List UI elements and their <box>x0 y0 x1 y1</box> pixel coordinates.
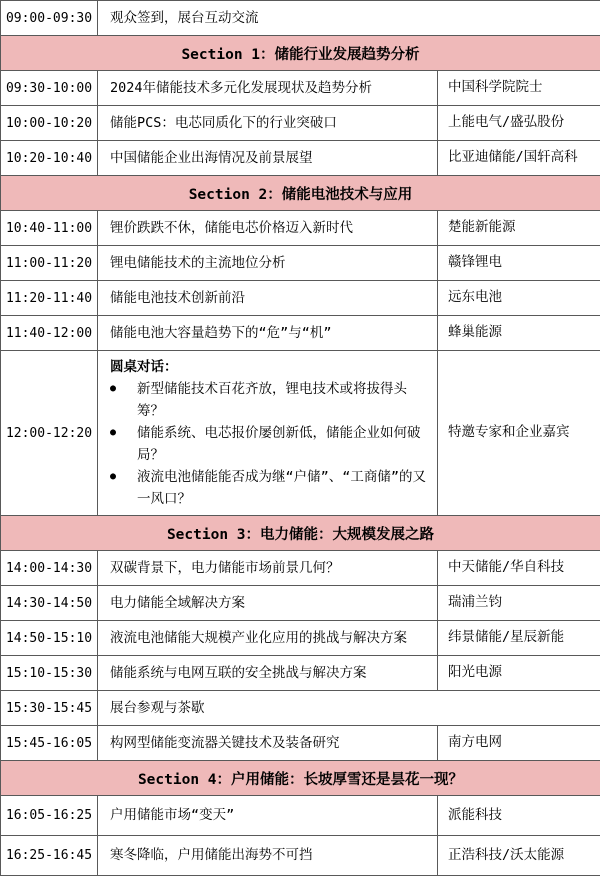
table-row <box>1 141 600 176</box>
table-row <box>1 656 600 691</box>
topic-cell: 储能电池大容量趋势下的“危”与“机” <box>98 316 438 351</box>
topic-cell: 储能PCS：电芯同质化下的行业突破口 <box>98 106 438 141</box>
roundtable-bullet-text: 储能系统、电芯报价屡创新低，储能企业如何破局？ <box>137 422 429 466</box>
roundtable-topic-cell <box>98 351 438 516</box>
section-title: Section 2：储能电池技术与应用 <box>1 176 600 211</box>
speaker-cell: 派能科技 <box>438 796 600 836</box>
speaker-cell: 蜂巢能源 <box>438 316 600 351</box>
time-cell: 14:00-14:30 <box>1 551 98 586</box>
time-cell: 11:20-11:40 <box>1 281 98 316</box>
speaker-cell: 比亚迪储能/国轩高科 <box>438 141 600 176</box>
speaker-cell: 瑞浦兰钧 <box>438 586 600 621</box>
roundtable-bullet-list <box>110 378 429 510</box>
speaker-cell: 中国科学院院士 <box>438 71 600 106</box>
speaker-cell: 南方电网 <box>438 726 600 761</box>
roundtable-title: 圆桌对话： <box>110 356 429 378</box>
speaker-cell: 上能电气/盛弘股份 <box>438 106 600 141</box>
time-cell: 15:45-16:05 <box>1 726 98 761</box>
table-row <box>1 726 600 761</box>
topic-cell: 储能电池技术创新前沿 <box>98 281 438 316</box>
speaker-cell: 纬景储能/星辰新能 <box>438 621 600 656</box>
speaker-cell: 中天储能/华自科技 <box>438 551 600 586</box>
time-cell: 10:00-10:20 <box>1 106 98 141</box>
table-row <box>1 621 600 656</box>
topic-cell: 双碳背景下，电力储能市场前景几何？ <box>98 551 438 586</box>
speaker-cell: 楚能新能源 <box>438 211 600 246</box>
time-cell: 16:25-16:45 <box>1 836 98 876</box>
topic-cell: 户用储能市场“变天” <box>98 796 438 836</box>
time-cell: 14:30-14:50 <box>1 586 98 621</box>
section-title: Section 4：户用储能：长坡厚雪还是昙花一现？ <box>1 761 600 796</box>
table-row <box>1 211 600 246</box>
table-row <box>1 246 600 281</box>
time-cell: 14:50-15:10 <box>1 621 98 656</box>
section-title: Section 3：电力储能：大规模发展之路 <box>1 516 600 551</box>
speaker-cell: 正浩科技/沃太能源 <box>438 836 600 876</box>
table-row <box>1 551 600 586</box>
speaker-cell: 阳光电源 <box>438 656 600 691</box>
roundtable-bullet-item <box>110 422 429 466</box>
time-cell: 15:10-15:30 <box>1 656 98 691</box>
roundtable-row <box>1 351 600 516</box>
topic-cell: 储能系统与电网互联的安全挑战与解决方案 <box>98 656 438 691</box>
bullet-icon: ● <box>110 422 137 466</box>
speaker-cell: 赣锋锂电 <box>438 246 600 281</box>
time-cell: 10:40-11:00 <box>1 211 98 246</box>
topic-cell: 2024年储能技术多元化发展现状及趋势分析 <box>98 71 438 106</box>
table-row <box>1 796 600 836</box>
time-cell: 11:40-12:00 <box>1 316 98 351</box>
topic-cell: 锂价跌跌不休，储能电芯价格迈入新时代 <box>98 211 438 246</box>
table-row <box>1 281 600 316</box>
speaker-cell: 特邀专家和企业嘉宾 <box>438 351 600 516</box>
table-row <box>1 691 600 726</box>
table-row <box>1 1 600 36</box>
time-cell: 10:20-10:40 <box>1 141 98 176</box>
topic-cell: 构网型储能变流器关键技术及装备研究 <box>98 726 438 761</box>
roundtable-bullet-item <box>110 466 429 510</box>
table-row <box>1 316 600 351</box>
topic-cell: 液流电池储能大规模产业化应用的挑战与解决方案 <box>98 621 438 656</box>
table-row <box>1 836 600 876</box>
section-header-row <box>1 516 600 551</box>
topic-cell: 寒冬降临，户用储能出海势不可挡 <box>98 836 438 876</box>
topic-cell: 观众签到，展台互动交流 <box>98 1 600 36</box>
table-row <box>1 106 600 141</box>
topic-cell: 展台参观与茶歇 <box>98 691 600 726</box>
roundtable-bullet-text: 新型储能技术百花齐放，锂电技术或将拔得头筹？ <box>137 378 429 422</box>
roundtable-bullet-item <box>110 378 429 422</box>
bullet-icon: ● <box>110 378 137 422</box>
topic-cell: 中国储能企业出海情况及前景展望 <box>98 141 438 176</box>
time-cell: 15:30-15:45 <box>1 691 98 726</box>
speaker-cell: 远东电池 <box>438 281 600 316</box>
time-cell: 09:00-09:30 <box>1 1 98 36</box>
topic-cell: 电力储能全域解决方案 <box>98 586 438 621</box>
table-row <box>1 586 600 621</box>
time-cell: 11:00-11:20 <box>1 246 98 281</box>
section-title: Section 1：储能行业发展趋势分析 <box>1 36 600 71</box>
time-cell: 12:00-12:20 <box>1 351 98 516</box>
time-cell: 09:30-10:00 <box>1 71 98 106</box>
section-header-row <box>1 761 600 796</box>
table-row <box>1 71 600 106</box>
section-header-row <box>1 176 600 211</box>
roundtable-bullet-text: 液流电池储能能否成为继“户储”、“工商储”的又一风口？ <box>137 466 429 510</box>
bullet-icon: ● <box>110 466 137 510</box>
section-header-row <box>1 36 600 71</box>
time-cell: 16:05-16:25 <box>1 796 98 836</box>
topic-cell: 锂电储能技术的主流地位分析 <box>98 246 438 281</box>
